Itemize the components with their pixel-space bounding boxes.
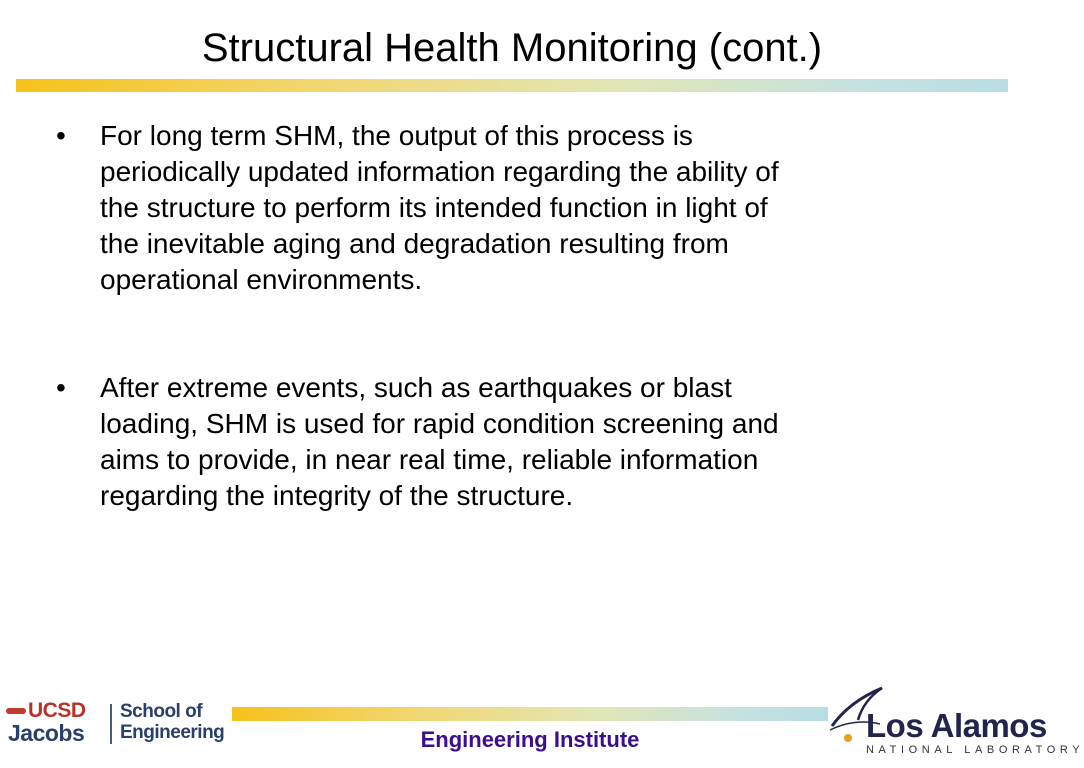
bullet-marker: •	[56, 372, 66, 403]
bullet-line: operational environments.	[100, 264, 423, 295]
bullet-item	[56, 370, 956, 514]
bullet-line: periodically updated information regarding the ability of	[100, 156, 779, 187]
bullet-line: regarding the integrity of the structure.	[100, 480, 574, 511]
jacobs-label: Jacobs	[8, 720, 85, 746]
footer-divider	[232, 707, 828, 721]
bullet-line: the inevitable aging and degradation resulting from	[100, 228, 729, 259]
bullet-list	[56, 118, 956, 514]
bullet-line: For long term SHM, the output of this process is	[100, 120, 693, 151]
ucsd-wordmark	[6, 700, 108, 748]
bullet-line: aims to provide, in near real time, reliable information	[100, 444, 759, 475]
footer-text: Engineering Institute	[420, 727, 640, 752]
bullet-item	[56, 118, 956, 298]
ucsd-label: UCSD	[28, 699, 86, 722]
title-divider	[16, 79, 1008, 92]
lanl-subtitle: NATIONAL LABORATORY	[866, 744, 1084, 756]
bullet-line: the structure to perform its intended function in light of	[100, 192, 768, 223]
los-alamos-logo	[828, 682, 1084, 762]
slide-title: Structural Health Monitoring (cont.)	[201, 26, 823, 70]
school-of-engineering-label: School of Engineering	[120, 701, 225, 743]
logo-divider	[110, 704, 112, 744]
ucsd-swoosh-icon	[6, 708, 26, 714]
lanl-name: Los Alamos	[866, 707, 1047, 744]
bullet-line: loading, SHM is used for rapid condition screening and	[100, 408, 779, 439]
bullet-line: After extreme events, such as earthquakes or blast	[100, 372, 732, 403]
ucsd-jacobs-logo	[6, 700, 236, 748]
bullet-marker: •	[56, 120, 66, 151]
